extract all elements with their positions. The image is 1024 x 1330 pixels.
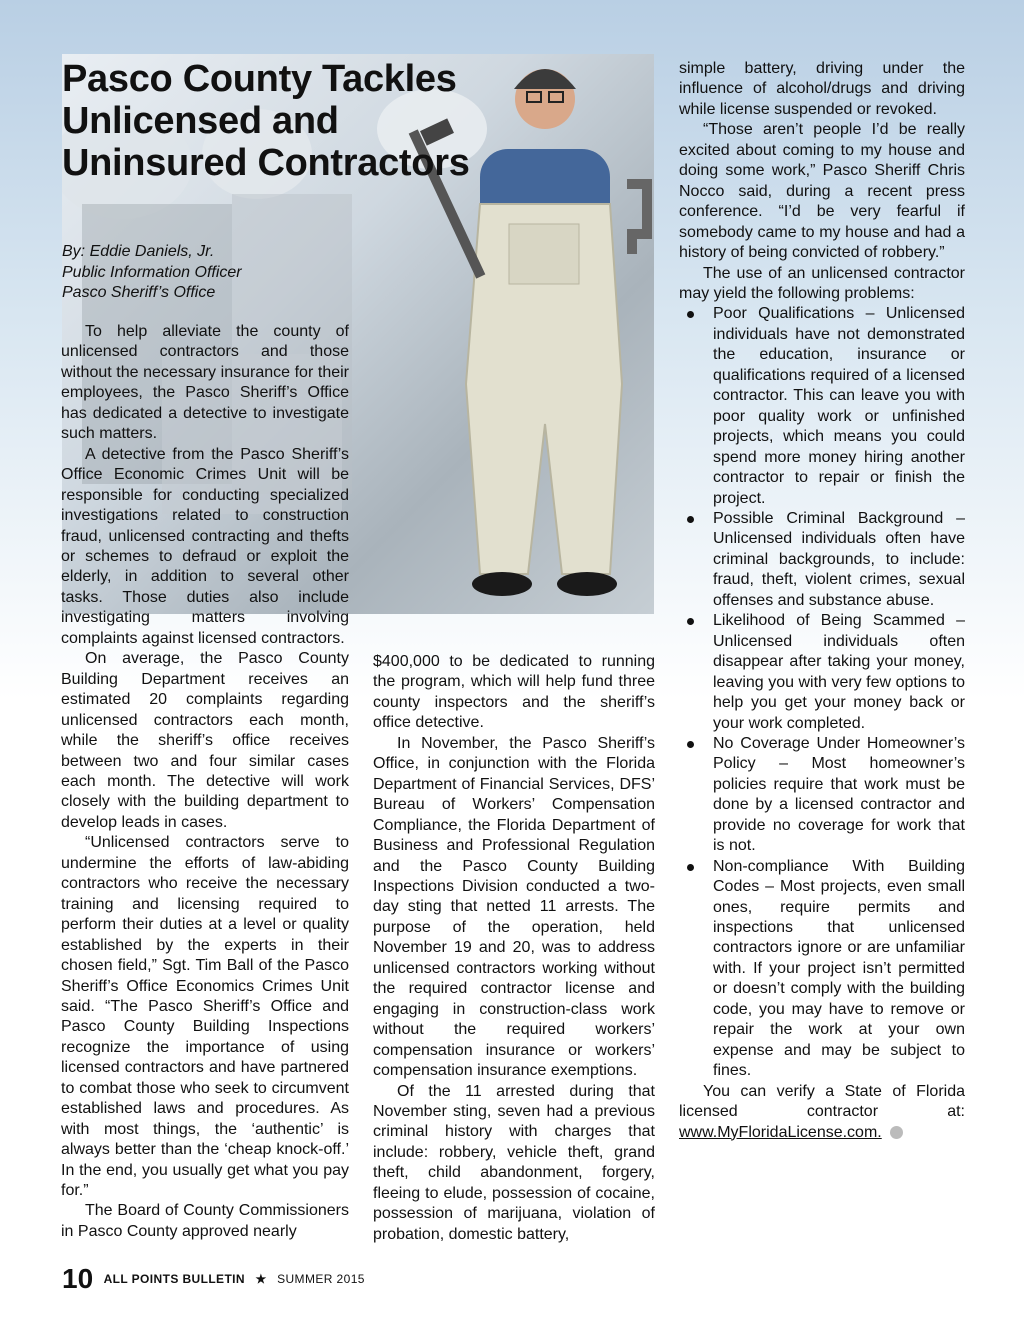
paragraph-continued: simple battery, driving under the influence of alcohol/drugs and driving while license suspended or revoked. xyxy=(679,60,965,118)
paragraph: “Those aren’t people I’d be really excited about coming to my house and doing some work,” Pasco Sheriff Chris Nocco said, during a recent press conference. “I’d be very fearful if somebody came to my house and had a history of being convicted of robbery.” xyxy=(679,121,965,262)
byline-role: Public Information Officer xyxy=(62,263,242,281)
list-item-text: Possible Criminal Background – Unlicensed individuals often have criminal backgrounds, to include: fraud, theft, violent crimes, sexual offenses and substance abuse. xyxy=(713,509,965,609)
page-number: 10 xyxy=(62,1263,94,1294)
list-item xyxy=(679,857,965,1082)
closing-paragraph xyxy=(679,1082,965,1143)
bullet-icon xyxy=(687,516,694,523)
page-footer xyxy=(62,1263,365,1293)
paragraph: Of the 11 arrested during that November sting, seven had a previous criminal history with charges that include: robbery, vehicle theft, grand theft, child abandonment, forgery, fleeing to elude, possession of cocaine, possession of marijuana, violation of probation, domestic battery, xyxy=(373,1082,655,1243)
star-icon: ★ xyxy=(255,1272,267,1286)
publication-name: ALL POINTS BULLETIN xyxy=(103,1272,245,1286)
problem-list xyxy=(679,304,965,1081)
paragraph-continued: $400,000 to be dedicated to running the program, which will help fund three county inspectors and the sheriff’s office detective. xyxy=(373,653,655,732)
paragraph: A detective from the Pasco Sheriff’s Office Economic Crimes Unit will be responsible for conducting specialized investigations related to construction fraud, unlicensed contracting and thefts or schemes to defraud or exploit the elderly, in addition to several other tasks. Those duties also include investigating matters involving complaints against licensed contractors. xyxy=(61,445,349,647)
list-item-text: Non-compliance With Building Codes – Most projects, even small ones, require permits and inspections that unlicensed contractors ignore or are unfamiliar with. If your project isn’t permitted or doesn’t comply with the building code, you may have to remove or repair the work at your own expense and may be subject to fines. xyxy=(713,857,965,1080)
byline-author: By: Eddie Daniels, Jr. xyxy=(62,243,215,260)
paragraph: In November, the Pasco Sheriff’s Office, in conjunction with the Florida Department of Financial Services, DFS’ Bureau of Workers’ Compensation Compliance, the Florida Department of Business and Professional Regulation and the Pasco County Building Inspections Division conducted a two-day sting that netted 11 arrests. The purpose of the operation, held November 19 and 20, was to address unlicensed contractors working without the required contractor license and engaging in construction-class work without the required workers’ compensation insurance or workers’ compensation insurance exemptions. xyxy=(373,734,655,1080)
list-item-text: Poor Qualifications – Unlicensed individuals have not demonstrated the education, insurance or qualifications required of a licensed contractor. This can leave you with poor quality work or unfinished projects, which means you could spend more money hiring another contractor to repair or finish the project. xyxy=(713,305,965,507)
column-3 xyxy=(679,59,965,1143)
byline-office: Pasco Sheriff’s Office xyxy=(62,284,216,301)
paragraph: The use of an unlicensed contractor may yield the following problems: xyxy=(679,264,965,302)
closing-text: You can verify a State of Florida licensed contractor at: xyxy=(679,1082,965,1121)
paragraph: The Board of County Commissioners in Pasco County approved nearly xyxy=(61,1202,349,1240)
end-mark-icon: ✪ xyxy=(890,1126,903,1139)
list-item xyxy=(679,611,965,734)
paragraph: On average, the Pasco County Building Department receives an estimated 20 complaints regarding unlicensed contractors each month, while the sheriff’s office receives between two and four similar cases each month. The detective will work closely with the building department to develop leads in cases. xyxy=(61,650,349,831)
column-1 xyxy=(61,322,349,1242)
list-item-text: Likelihood of Being Scammed – Unlicensed individuals often disappear after taking your money, leaving you with very few options to help you get your money back or your work completed. xyxy=(713,612,965,732)
list-item xyxy=(679,734,965,857)
paragraph: “Unlicensed contractors serve to undermine the efforts of law-abiding contractors who receive the necessary training and licensing required to perform their duties at a level or quality established by the experts in their chosen field,” Sgt. Tim Ball of the Pasco Sheriff’s Office Economics Crimes Unit said. “The Pasco Sheriff’s Office and Pasco County Building Inspections recognize the importance of using licensed contractors and have partnered to combat those who seek to circumvent established laws and procedures. As with most things, the ‘authentic’ is always better than the ‘cheap knock-off.’ In the end, you usually get what you pay for.” xyxy=(61,834,349,1200)
list-item xyxy=(679,304,965,509)
list-item-text: No Coverage Under Homeowner’s Policy – Most homeowner’s policies require that work must be done by a licensed contractor and provide no coverage for work that is not. xyxy=(713,734,965,855)
byline xyxy=(62,242,362,304)
bullet-icon xyxy=(687,311,694,318)
bullet-icon xyxy=(687,741,694,748)
issue-season: SUMMER 2015 xyxy=(277,1272,365,1286)
article-title: Pasco County Tackles Unlicensed and Uninsured Contractors xyxy=(62,58,470,184)
bullet-icon xyxy=(687,864,694,871)
list-item xyxy=(679,509,965,611)
column-2 xyxy=(373,652,655,1245)
license-link[interactable]: www.MyFloridaLicense.com. xyxy=(679,1123,882,1141)
paragraph: To help alleviate the county of unlicensed contractors and those without the necessary insurance for their employees, the Pasco Sheriff’s Office has dedicated a detective to investigate such matters. xyxy=(61,323,349,443)
bullet-icon xyxy=(687,618,694,625)
